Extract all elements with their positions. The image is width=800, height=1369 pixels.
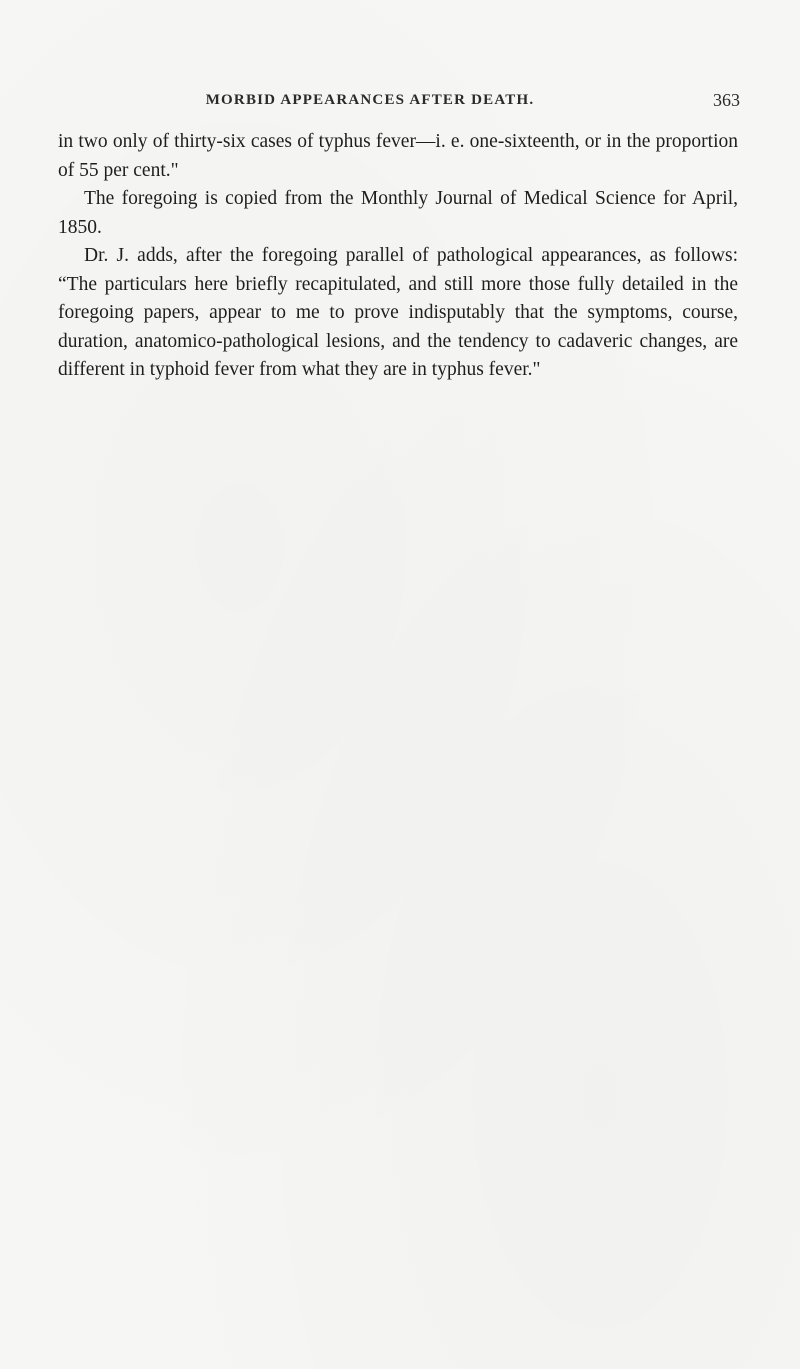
paragraph-source-note: The foregoing is copied from the Monthly Journal of Medical Science for April, 1850. <box>58 188 738 238</box>
running-head: MORBID APPEARANCES AFTER DEATH. <box>205 92 535 108</box>
paragraph-continuation: in two only of thirty-six cases of typhus fever—i. e. one-sixteenth, or in the proportion of 55 per cent." <box>58 131 738 181</box>
body-text <box>58 128 738 385</box>
page-number: 363 <box>713 90 740 110</box>
paragraph-quotation: Dr. J. adds, after the foregoing parallel of pathological appearances, as follows: “The particulars here briefly recapitulated, and still more those fully detailed in the foregoing papers, appear to me to prove indisputably that the symptoms, course, duration, anatomico-pathological lesions, and the tendency to cadaveric changes, are different in typhoid fever from what they are in typhus fever." <box>58 245 738 380</box>
